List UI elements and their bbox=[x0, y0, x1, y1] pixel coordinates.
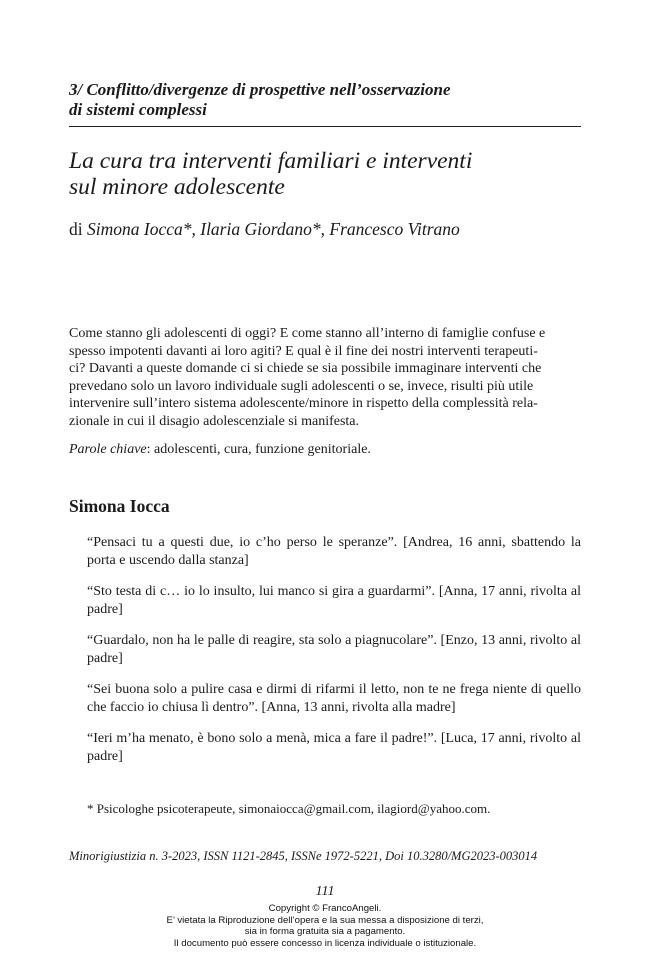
byline bbox=[69, 218, 581, 240]
keywords bbox=[69, 441, 581, 459]
author-names: Simona Iocca*, Ilaria Giordano*, Francesco Vitrano bbox=[87, 219, 460, 239]
article-title bbox=[69, 148, 581, 200]
abstract-line: zionale in cui il disagio adolescenziale si manifesta. bbox=[69, 413, 360, 429]
article-title-line-2: sul minore adolescente bbox=[69, 174, 285, 200]
byline-prefix: di bbox=[69, 219, 83, 239]
abstract-line: Come stanno gli adolescenti di oggi? E come stanno all’interno di famiglie confuse e bbox=[69, 326, 546, 341]
keywords-separator: : bbox=[146, 442, 151, 457]
quote: “Sto testa di c… io lo insulto, lui manco si gira a guardarmi”. [Anna, 17 anni, rivolta al padre] bbox=[87, 584, 581, 617]
author-section-heading: Simona Iocca bbox=[69, 496, 170, 516]
abstract bbox=[69, 325, 581, 430]
quote: “Sei buona solo a pulire casa e dirmi di rifarmi il letto, non te ne frega niente di quello che faccio io chiusa lì dentro”. [Anna, 13 anni, rivolta alla madre] bbox=[87, 682, 581, 715]
section-heading bbox=[69, 80, 581, 120]
abstract-line: spesso impotenti davanti ai loro agiti? E qual è il fine dei nostri interventi terapeuti- bbox=[69, 343, 538, 359]
quote: “Pensaci tu a questi due, io c’ho perso le speranze”. [Andrea, 16 anni, sbattendo la porta e uscendo dalla stanza] bbox=[87, 535, 581, 568]
keywords-values: adolescenti, cura, funzione genitoriale. bbox=[150, 442, 371, 457]
abstract-line: ci? Davanti a queste domande ci si chiede se sia possibile immaginare interventi che bbox=[69, 361, 542, 376]
quote: “Guardalo, non ha le palle di reagire, sta solo a piagnucolare”. [Enzo, 13 anni, rivolto al padre] bbox=[87, 633, 581, 666]
quotes-list bbox=[87, 534, 581, 779]
abstract-line: intervenire sull’intero sistema adolescente/minore in rispetto della complessità rela- bbox=[69, 396, 538, 411]
copyright-line-3: sia in forma gratuita sia a pagamento. bbox=[244, 926, 406, 937]
quote: “Ieri m’ha menato, è bono solo a menà, mica a fare il padre!”. [Luca, 17 anni, rivolto al padre] bbox=[87, 731, 581, 764]
section-heading-line-2: di sistemi complessi bbox=[69, 100, 207, 119]
journal-reference: Minorigiustizia n. 3-2023, ISSN 1121-2845, ISSNe 1972-5221, Doi 10.3280/MG2023-003014 bbox=[69, 849, 538, 863]
section-heading-line-1: 3/ Conflitto/divergenze di prospettive nell’osservazione bbox=[69, 80, 451, 99]
article-title-line-1: La cura tra interventi familiari e interventi bbox=[69, 148, 473, 174]
copyright-line-4: Il documento può essere concesso in licenza individuale o istituzionale. bbox=[173, 937, 477, 949]
copyright-line-2: E’ vietata la Riproduzione dell’opera e la sua messa a disposizione di terzi, bbox=[166, 914, 484, 926]
copyright-line-1: Copyright © FrancoAngeli. bbox=[268, 903, 382, 914]
copyright-notice bbox=[0, 903, 650, 949]
footnote: * Psicologhe psicoterapeute, simonaiocca@gmail.com, ilagiord@yahoo.com. bbox=[87, 801, 491, 816]
page-number: 111 bbox=[315, 884, 335, 899]
keywords-label: Parole chiave bbox=[69, 442, 147, 457]
abstract-line: prevedano solo un lavoro individuale sugli adolescenti o se, invece, risulti più utile bbox=[69, 378, 534, 394]
section-divider bbox=[69, 126, 581, 127]
